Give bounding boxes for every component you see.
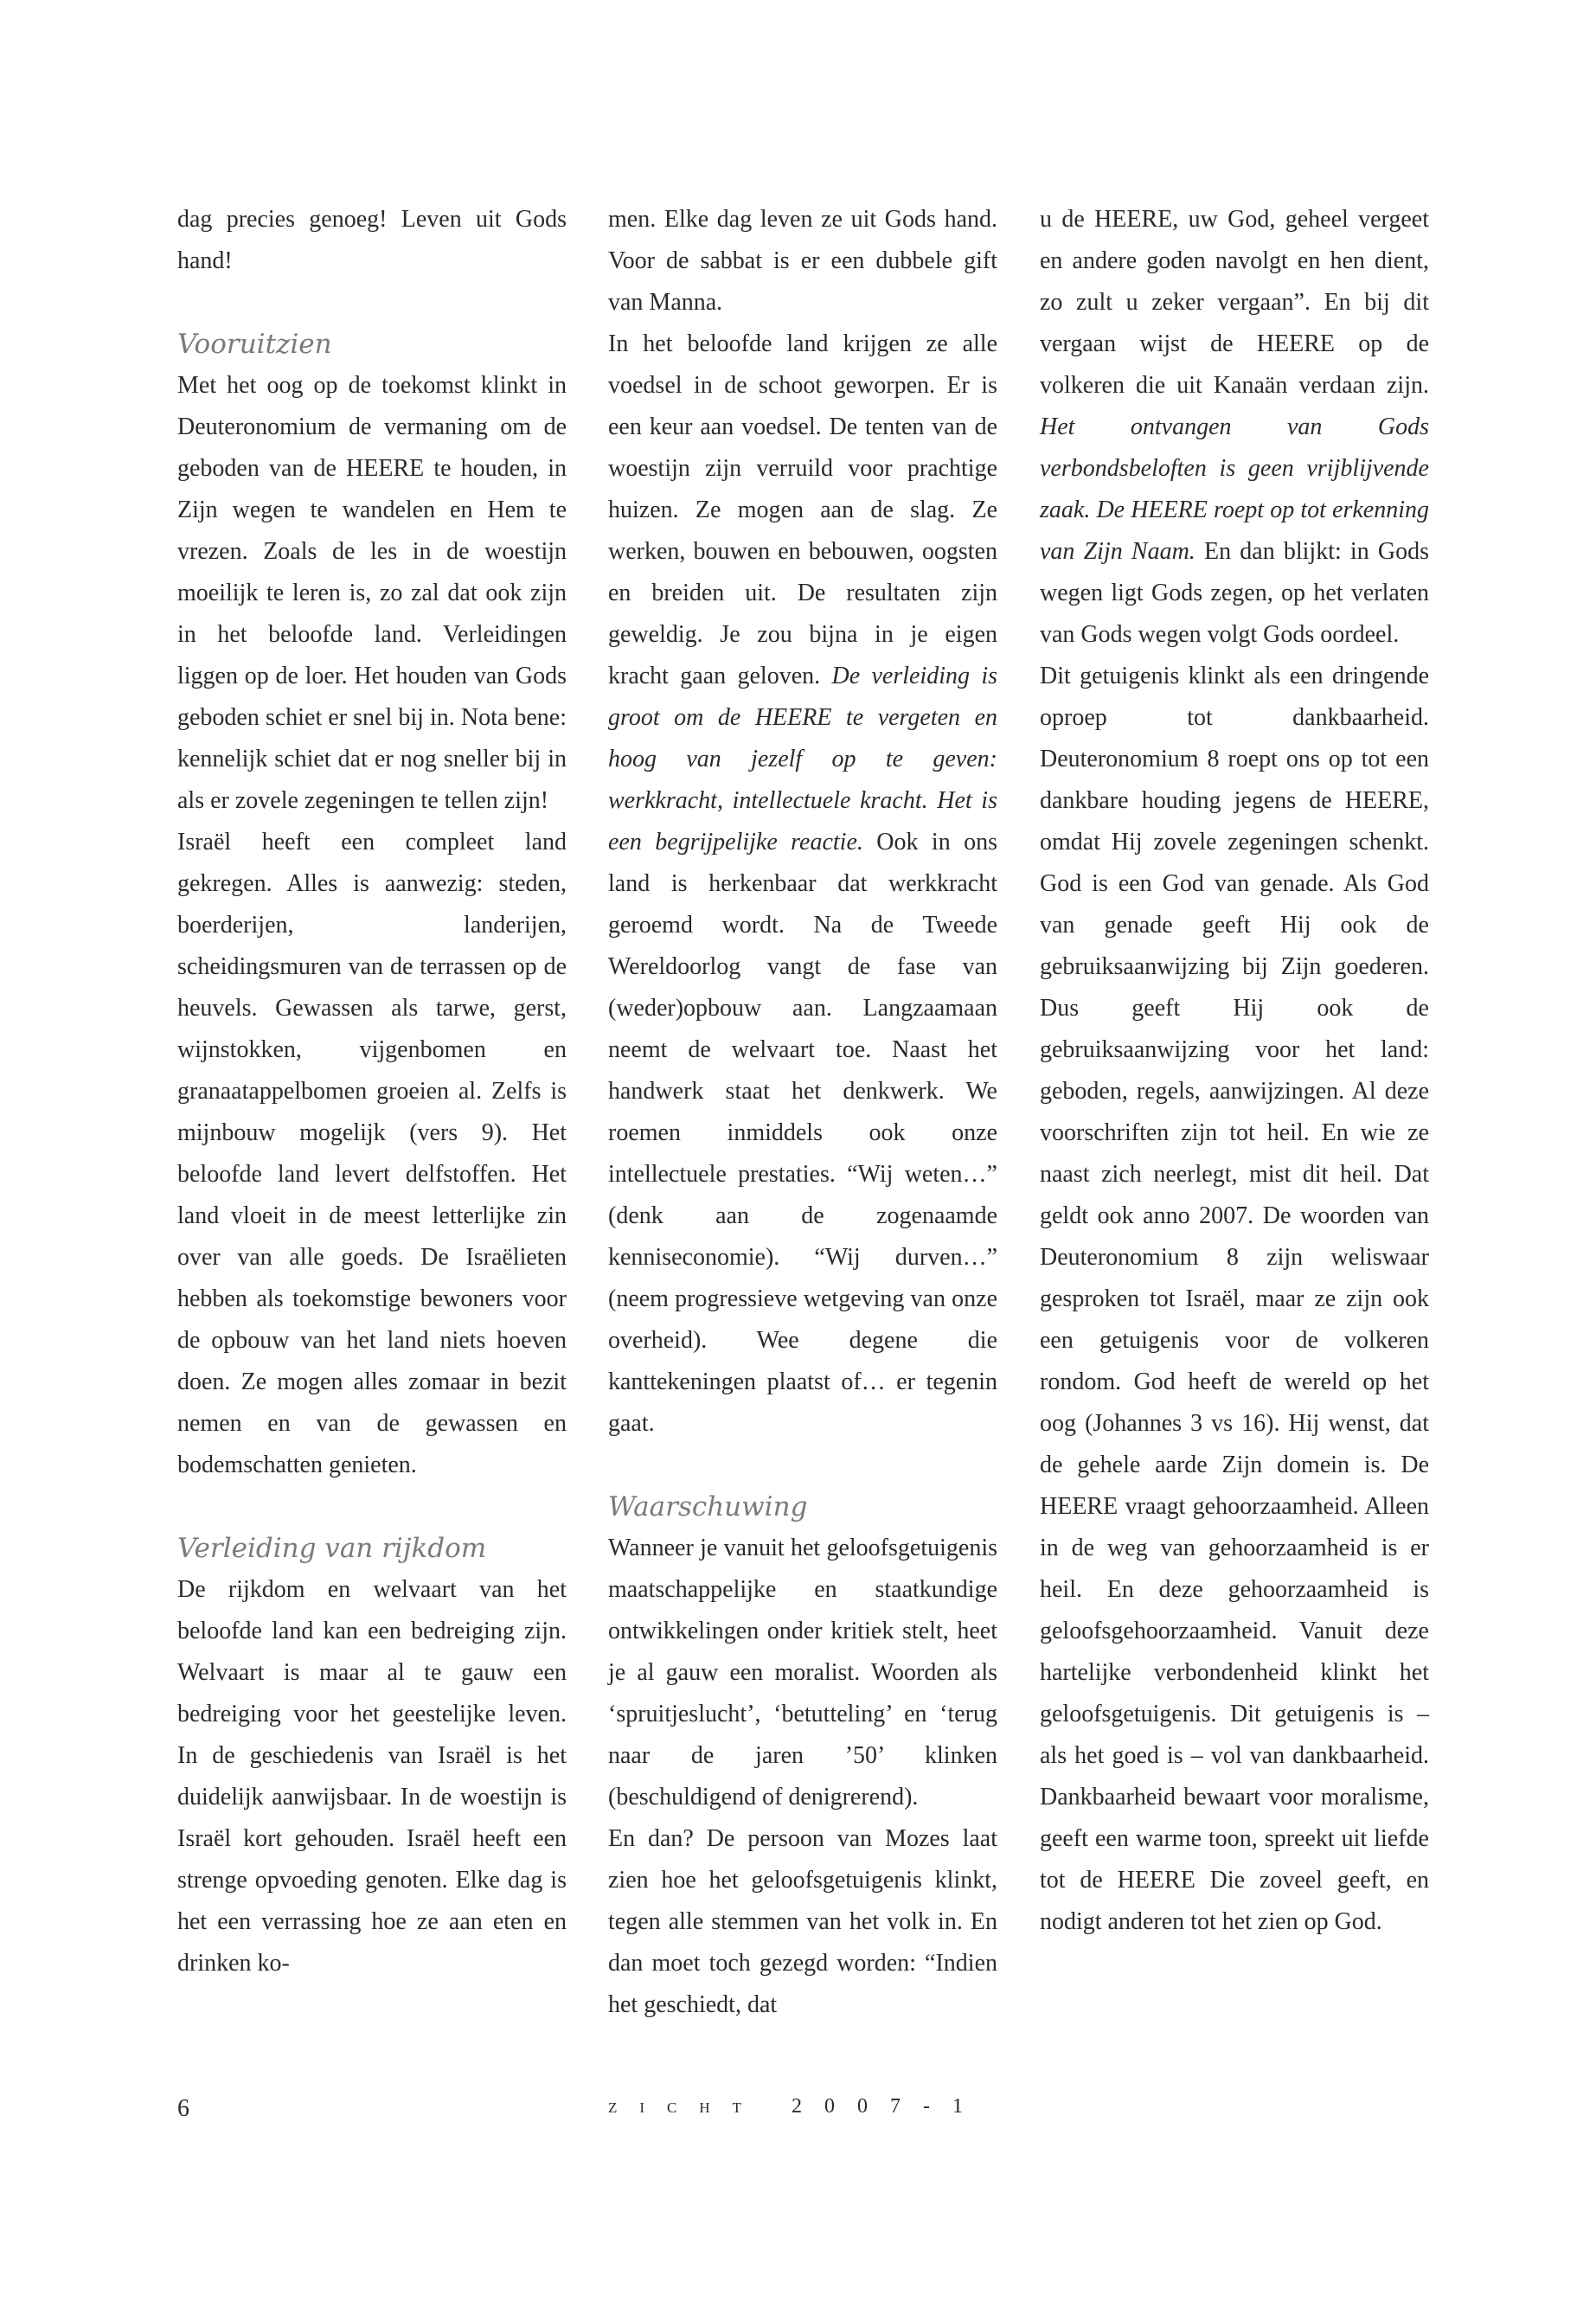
text-column-right xyxy=(1040,199,1429,1943)
text-run: In het beloofde land krijgen ze alle voedsel in de schoot geworpen. Er is een keur aan voedsel. De tenten van de woestijn zijn verruild voor prachtige huizen. Ze mogen aan de slag. Ze werken, bouwen en bebouwen, oogsten en breiden uit. De resultaten zijn geweldig. Je zou bijna in je eigen kracht gaan geloven. xyxy=(608,330,997,689)
paragraph xyxy=(608,324,997,1445)
page-number: 6 xyxy=(177,2095,189,2122)
text-run: u de HEERE, uw God, geheel vergeet en andere goden navolgt en hen dient, zo zult u zeker vergaan”. En bij dit vergaan wijst de HEERE op de volkeren die uit Kanaän verdaan zijn. xyxy=(1040,206,1429,399)
text-column-middle xyxy=(608,199,997,2026)
paragraph: Met het oog op de toekomst klinkt in Deuteronomium de vermaning om de geboden van de HEERE te houden, in Zijn wegen te wandelen en Hem te vrezen. Zoals de les in de woestijn moeilijk te leren is, zo zal dat ook zijn in het beloofde land. Verleidingen liggen op de loer. Het houden van Gods geboden schiet er snel bij in. Nota bene: kennelijk schiet dat er nog sneller bij in als er zovele zegeningen te tellen zijn! xyxy=(177,372,567,814)
running-footer: zicht 2007-1 xyxy=(608,2095,986,2118)
text-run: En dan blijkt: in Gods wegen ligt Gods zegen, op het verlaten van Gods wegen volgt Gods oordeel. xyxy=(1040,538,1429,648)
text-column-left xyxy=(177,199,567,1984)
paragraph: men. Elke dag leven ze uit Gods hand. Voor de sabbat is er een dubbele gift van Manna. xyxy=(608,206,997,316)
paragraph: dag precies genoeg! Leven uit Gods hand! xyxy=(177,206,567,274)
paragraph xyxy=(1040,199,1429,656)
italic-text-run: De verleiding is groot om de HEERE te vergeten en hoog van jezelf op te geven: werkkracht, intellectuele kracht. Het is een begrijpelijke reactie. xyxy=(608,663,998,856)
section-heading-vooruitzien: Vooruitzien xyxy=(177,329,332,360)
section-heading-verleiding: Verleiding van rijkdom xyxy=(177,1533,487,1564)
paragraph: De rijkdom en welvaart van het beloofde land kan een bedreiging zijn. Welvaart is maar al te gauw een bedreiging voor het geestelijke leven. In de geschiedenis van Israël is het duidelijk aanwijsbaar. In de woestijn is Israël kort gehouden. Israël heeft een strenge opvoeding genoten. Elke dag is het een verrassing hoe ze aan eten en drinken ko- xyxy=(177,1576,567,1977)
paragraph: Dit getuigenis klinkt als een dringende oproep tot dankbaarheid. Deuteronomium 8 roept ons op tot een dankbare houding jegens de HEERE, omdat Hij zovele zegeningen schenkt. God is een God van genade. Als God van genade geeft Hij ook de gebruiksaanwijzing bij Zijn goederen. Dus geeft Hij ook de gebruiksaanwijzing voor het land: geboden, regels, aanwijzingen. Al deze voorschriften zijn tot heil. En wie ze naast zich neerlegt, mist dit heil. Dat geldt ook anno 2007. De woorden van Deuteronomium 8 zijn weliswaar gesproken tot Israël, maar ze zijn ook een getuigenis voor de volkeren rondom. God heeft de wereld op het oog (Johannes 3 vs 16). Hij wenst, dat de gehele aarde Zijn domein is. De HEERE vraagt gehoorzaamheid. Alleen in de weg van gehoorzaamheid is er heil. En deze gehoorzaamheid is geloofsgehoorzaamheid. Vanuit deze hartelijke verbondenheid klinkt het geloofsgetuigenis. Dit getuigenis is – als het goed is – vol van dankbaarheid. Dankbaarheid bewaart voor moralisme, geeft een warme toon, spreekt uit liefde tot de HEERE Die zoveel geeft, en nodigt anderen tot het zien op God. xyxy=(1040,663,1429,1935)
italic-text-run: Het ontvangen van Gods verbondsbeloften is geen vrijblijvende zaak. De HEERE roept op tot erkenning van Zijn Naam. xyxy=(1040,413,1429,565)
text-run: Ook in ons land is herkenbaar dat werkkracht geroemd wordt. Na de Tweede Wereldoorlog vangt de fase van (weder)opbouw aan. Langzaamaan neemt de welvaart toe. Naast het handwerk staat het denkwerk. We roemen inmiddels ook onze intellectuele prestaties. “Wij weten…” (denk aan de zogenaamde kenniseconomie). “Wij durven…” (neem progressieve wetgeving van onze overheid). Wee degene die kanttekeningen plaatst of… er tegenin gaat. xyxy=(608,829,997,1437)
section-heading-waarschuwing: Waarschuwing xyxy=(608,1491,808,1522)
paragraph: En dan? De persoon van Mozes laat zien hoe het geloofsgetuigenis klinkt, tegen alle stemmen van het volk in. En dan moet toch gezegd worden: “Indien het geschiedt, dat xyxy=(608,1825,997,2018)
paragraph: Wanneer je vanuit het geloofsgetuigenis maatschappelijke en staatkundige ontwikkelingen onder kritiek stelt, heet je al gauw een moralist. Woorden als ‘spruitjeslucht’, ‘betutteling’ en ‘terug naar de jaren ’50’ klinken (beschuldigend of denigrerend). xyxy=(608,1535,997,1811)
paragraph: Israël heeft een compleet land gekregen. Alles is aanwezig: steden, boerderijen, landerijen, scheidingsmuren van de terrassen op de heuvels. Gewassen als tarwe, gerst, wijnstokken, vijgenbomen en granaatappelbomen groeien al. Zelfs is mijnbouw mogelijk (vers 9). Het beloofde land levert delfstoffen. Het land vloeit in de meest letterlijke zin over van alle goeds. De Israëlieten hebben als toekomstige bewoners voor de opbouw van het land niets hoeven doen. Ze mogen alles zomaar in bezit nemen en van de gewassen en bodemschatten genieten. xyxy=(177,829,567,1478)
